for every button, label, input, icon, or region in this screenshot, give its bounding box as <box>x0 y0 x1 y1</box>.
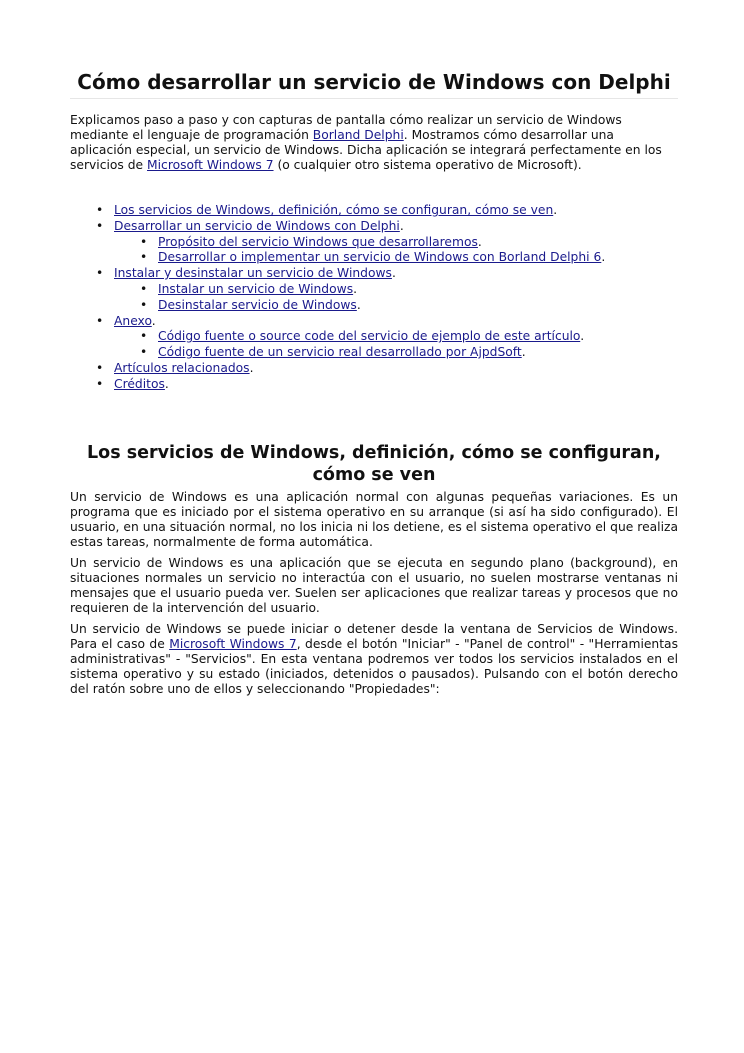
toc-subitem <box>114 345 678 361</box>
section-paragraph-3 <box>70 622 678 697</box>
section-paragraph-1: Un servicio de Windows es una aplicación normal con algunas pequeñas variaciones. Es un programa que es iniciado por el sistema operativo en su arranque (si así ha sido configurado). El usuario, en una situación normal, no los inicia ni los detiene, es el sistema operativo el que realiza estas tareas, normalmente de forma automática. <box>70 489 678 549</box>
toc-punct: . <box>353 281 358 296</box>
toc-punct: . <box>356 297 361 312</box>
toc-item <box>70 361 678 377</box>
toc-punct: . <box>151 313 156 328</box>
toc-link-codigo-fuente-ejemplo[interactable]: Código fuente o source code del servicio de ejemplo de este artículo <box>158 329 581 344</box>
toc-link-instalar-desinstalar[interactable]: Instalar y desinstalar un servicio de Windows <box>114 266 392 281</box>
toc-punct: . <box>399 218 404 233</box>
toc-link-implementar-delphi6[interactable]: Desarrollar o implementar un servicio de Windows con Borland Delphi 6 <box>158 250 602 265</box>
link-borland-delphi[interactable]: Borland Delphi <box>312 128 404 142</box>
toc-subitem <box>114 298 678 314</box>
toc-item <box>70 377 678 393</box>
toc-subitem <box>114 235 678 251</box>
section-heading: Los servicios de Windows, definición, cómo se configuran, cómo se ven <box>87 442 661 485</box>
toc-link-instalar[interactable]: Instalar un servicio de Windows <box>158 281 354 296</box>
toc-link-codigo-fuente-ajpdsoft[interactable]: Código fuente de un servicio real desarrollado por AjpdSoft <box>158 345 522 360</box>
toc-link-servicios-windows[interactable]: Los servicios de Windows, definición, cómo se configuran, cómo se ven <box>114 203 554 217</box>
document-page <box>70 0 678 703</box>
intro-text-2: . Mostramos cómo desarrollar una aplicación especial, un servicio de Windows. Dicha aplicación se integrará perfectamente en los servicios de <box>70 128 662 172</box>
toc-sublist <box>114 282 678 314</box>
toc-item <box>70 219 678 266</box>
toc-item <box>70 314 678 361</box>
paragraph-text-2: , desde el botón "Iniciar" - "Panel de control" - "Herramientas administrativas" - "Servicios". En esta ventana podremos ver todos los servicios instalados en el sistema operativo y su estado (iniciados, detenidos o pausados). Pulsando con el botón derecho del ratón sobre uno de ellos y seleccionando "Propiedades": <box>70 636 678 696</box>
intro-paragraph <box>70 113 678 173</box>
toc-link-desarrollar-servicio[interactable]: Desarrollar un servicio de Windows con Delphi <box>114 218 400 233</box>
toc-punct: . <box>601 250 606 265</box>
toc-link-creditos[interactable]: Créditos <box>114 376 165 391</box>
section-body <box>70 490 678 697</box>
toc-subitem <box>114 329 678 345</box>
table-of-contents <box>70 203 678 393</box>
toc-punct: . <box>391 266 396 281</box>
link-microsoft-windows-7-body[interactable]: Microsoft Windows 7 <box>169 636 297 651</box>
section-paragraph-2: Un servicio de Windows es una aplicación que se ejecuta en segundo plano (background), en situaciones normales un servicio no interactúa con el usuario, no suelen mostrarse ventanas ni mensajes que el usuario pueda ver. Suelen ser aplicaciones que realizar tareas y procesos que no requieren de la intervención del usuario. <box>70 555 678 615</box>
page-title: Cómo desarrollar un servicio de Windows con Delphi <box>70 69 678 99</box>
paragraph-text-1: Un servicio de Windows se puede iniciar o detener desde la ventana de Servicios de Windows. Para el caso de <box>70 621 678 651</box>
intro-text-3: (o cualquier otro sistema operativo de Microsoft). <box>273 158 582 172</box>
toc-sublist <box>114 329 678 361</box>
toc-sublist <box>114 235 678 267</box>
toc-item <box>70 266 678 313</box>
toc-punct: . <box>164 376 169 391</box>
toc-punct: . <box>580 329 585 344</box>
toc-punct: . <box>249 360 254 375</box>
intro-text-1: Explicamos paso a paso y con capturas de pantalla cómo realizar un servicio de Windows mediante el lenguaje de programación <box>70 113 622 142</box>
toc-link-proposito[interactable]: Propósito del servicio Windows que desarrollaremos <box>158 234 478 249</box>
toc-subitem <box>114 282 678 298</box>
toc-subitem <box>114 250 678 266</box>
toc-punct: . <box>521 345 526 360</box>
toc-punct: . <box>477 234 482 249</box>
toc-punct: . <box>553 203 558 217</box>
toc-link-anexo[interactable]: Anexo <box>114 313 152 328</box>
toc-link-articulos-relacionados[interactable]: Artículos relacionados <box>114 360 250 375</box>
link-microsoft-windows-7[interactable]: Microsoft Windows 7 <box>147 158 274 172</box>
toc-link-desinstalar[interactable]: Desinstalar servicio de Windows <box>158 297 357 312</box>
toc-item <box>70 203 678 219</box>
